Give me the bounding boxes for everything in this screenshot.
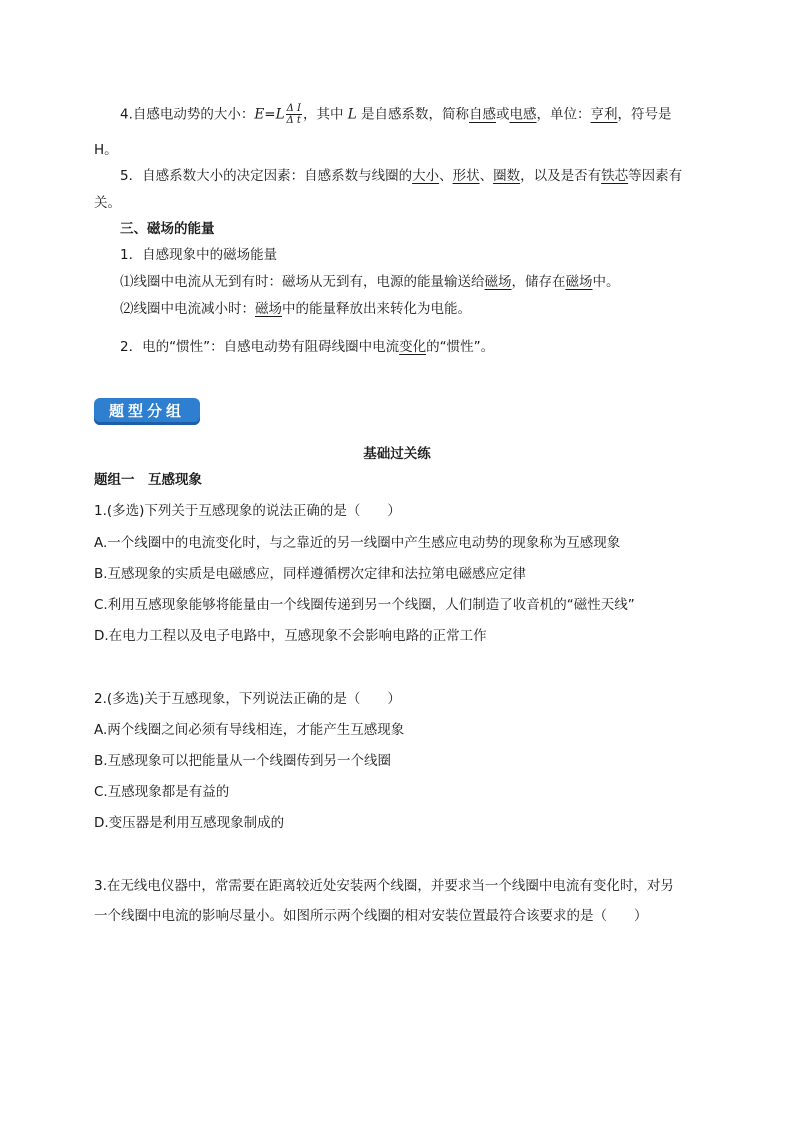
item-5-prefix: 5．自感系数大小的决定因素：自感系数与线圈的 — [120, 168, 413, 184]
question-2-option-d: D.变压器是利用互感现象制成的 — [94, 815, 285, 831]
fraction-numerator: Δ I — [286, 103, 301, 114]
item-4-prefix: 4.自感电动势的大小： — [120, 106, 255, 123]
blank-size: 大小 — [412, 168, 440, 184]
group-label: 题组一 互感现象 — [94, 472, 202, 488]
blank-change: 变化 — [399, 339, 427, 355]
section-3-sub-2 — [120, 338, 494, 356]
p1-tail: 中。 — [592, 274, 620, 290]
section-3-sub-1: 1．自感现象中的磁场能量 — [120, 247, 278, 263]
sub-2-tail: 的“惯性”。 — [426, 339, 495, 355]
item-5-mid: ，以及是否有 — [520, 168, 602, 184]
formula-equals: = — [264, 106, 276, 123]
question-groups-banner: 题型分组 — [94, 398, 200, 425]
item-5-line — [120, 167, 682, 185]
question-3-stem-line-2: 一个线圈中电流的影响尽量小。如图所示两个线圈的相对安装位置最符合该要求的是（ ） — [94, 908, 648, 924]
blank-turns: 圈数 — [493, 168, 521, 184]
item-4-text-b: 是自感系数，简称 — [361, 106, 470, 123]
item-4-text-unit: ，单位： — [536, 106, 591, 123]
formula-fraction — [286, 103, 302, 126]
question-1-option-c: C.利用互感现象能够将能量由一个线圈传递到另一个线圈，人们制造了收音机的“磁性天线” — [94, 597, 635, 613]
blank-henry: 亨利 — [590, 106, 618, 123]
item-5-sep-1: 、 — [439, 168, 453, 184]
formula-l: L — [275, 106, 285, 123]
item-4-wrap — [94, 141, 118, 159]
item-5-tail: 等因素有 — [628, 168, 683, 184]
question-2-option-b: B.互感现象可以把能量从一个线圈传到另一个线圈 — [94, 753, 392, 769]
p2-prefix: ⑵线圈中电流减小时： — [120, 301, 255, 317]
question-2-stem: 2.(多选)关于互感现象，下列说法正确的是（ ） — [94, 691, 401, 707]
item-4-wrap-text: H。 — [94, 142, 118, 158]
item-5-wrap — [94, 194, 121, 212]
blank-iron-core: 铁芯 — [601, 168, 629, 184]
item-5-sep-2: 、 — [479, 168, 494, 184]
question-1-stem: 1.(多选)下列关于互感现象的说法正确的是（ ） — [94, 503, 401, 519]
p2-tail: 中的能量释放出来转化为电能。 — [282, 301, 471, 317]
p1-mid: ，储存在 — [511, 274, 566, 290]
item-4-text-symbol: ，符号是 — [617, 106, 672, 123]
item-4-line — [120, 103, 672, 126]
formula-e: E — [254, 106, 265, 123]
blank-field-3: 磁场 — [255, 301, 282, 317]
sub-2-prefix: 2．电的“惯性”：自感电动势有阻碍线圈中电流 — [120, 339, 400, 355]
blank-shape: 形状 — [452, 168, 480, 184]
question-3-stem-line-1: 3.在无线电仪器中，常需要在距离较近处安装两个线圈，并要求当一个线圈中电流有变化时，对另 — [94, 878, 674, 894]
item-5-wrap-text: 关。 — [94, 195, 121, 211]
blank-self-inductance: 自感 — [469, 106, 497, 123]
section-3-p1 — [120, 273, 620, 291]
blank-inductance: 电感 — [509, 106, 537, 123]
section-3-p2 — [120, 300, 471, 318]
question-1-option-b: B.互感现象的实质是电磁感应，同样遵循楞次定律和法拉第电磁感应定律 — [94, 566, 527, 582]
item-4-text-a: ，其中 — [302, 106, 344, 123]
item-4-text-or: 或 — [496, 106, 510, 123]
question-1-option-a: A.一个线圈中的电流变化时，与之靠近的另一线圈中产生感应电动势的现象称为互感现象 — [94, 535, 621, 551]
fraction-denominator: Δ t — [286, 115, 301, 126]
question-2-option-a: A.两个线圈之间必须有导线相连，才能产生互感现象 — [94, 722, 405, 738]
question-2-option-c: C.互感现象都是有益的 — [94, 784, 230, 800]
section-3-heading: 三、磁场的能量 — [120, 221, 215, 237]
p1-prefix: ⑴线圈中电流从无到有时：磁场从无到有，电源的能量输送给 — [120, 274, 485, 290]
formula-l-ref: L — [347, 106, 357, 123]
question-1-option-d: D.在电力工程以及电子电路中，互感现象不会影响电路的正常工作 — [94, 628, 487, 644]
practice-title: 基础过关练 — [363, 446, 431, 462]
blank-field-2: 磁场 — [565, 274, 593, 290]
blank-field-1: 磁场 — [484, 274, 512, 290]
